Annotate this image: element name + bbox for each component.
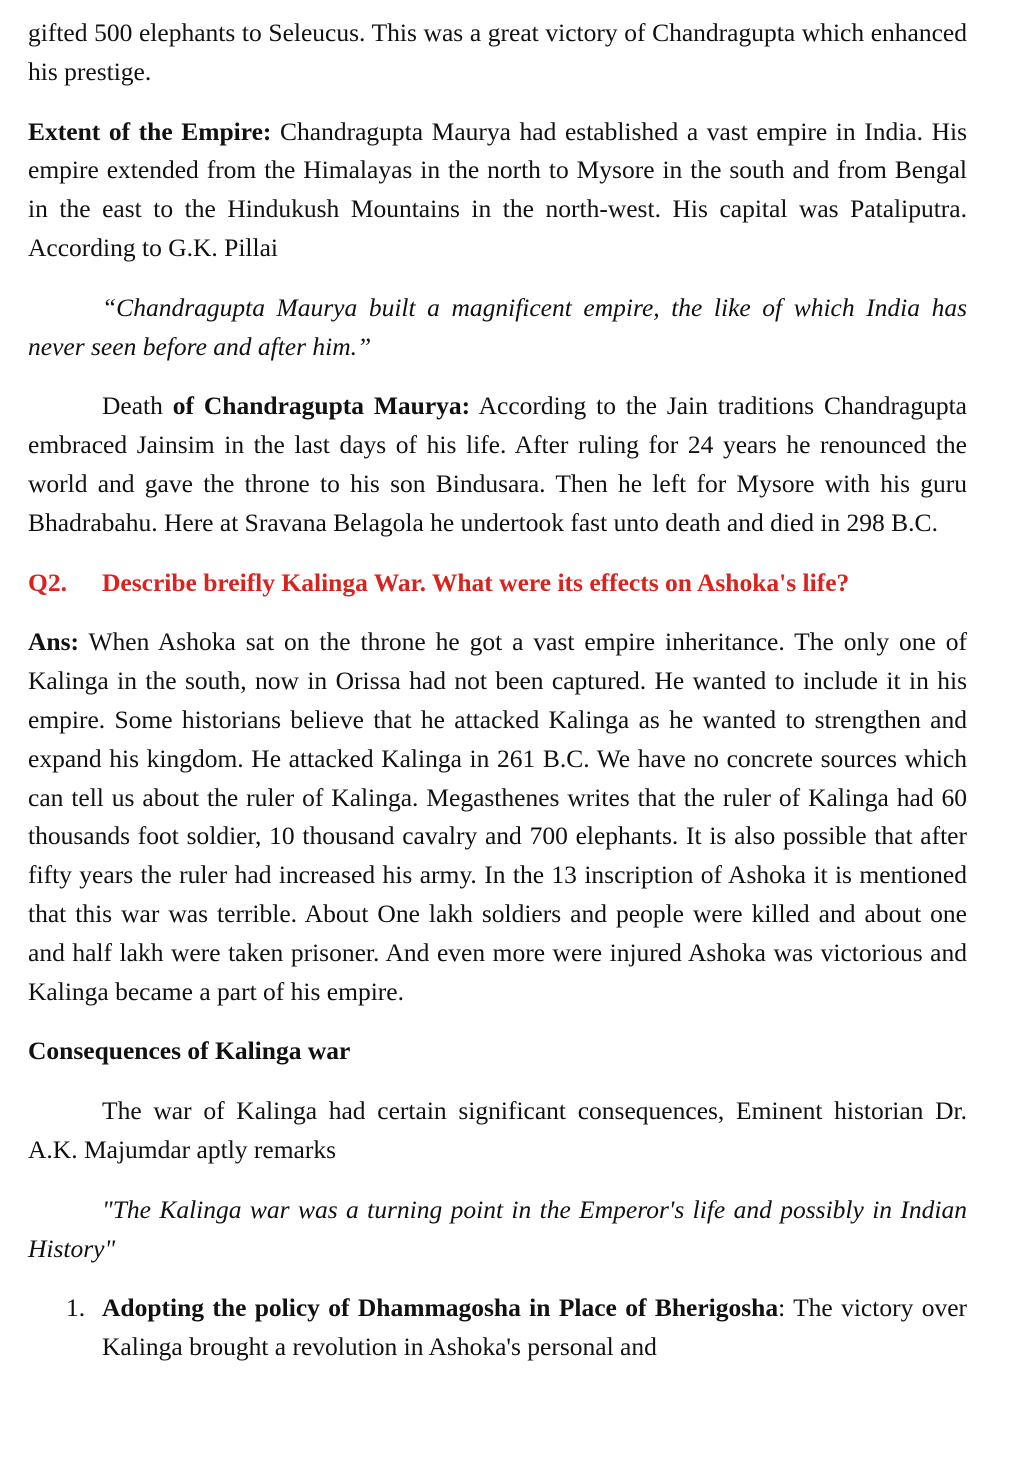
extent-heading: Extent of the Empire: <box>28 116 272 146</box>
consequences-intro: The war of Kalinga had certain significant consequences, Eminent historian Dr. A.K. Majumdar aptly remarks <box>28 1096 967 1164</box>
death-text: According to the Jain traditions Chandragupta embraced Jainsim in the last days of his life. After ruling for 24 years he renounced the world and gave the throne to his son Bindusara. Then he left for Mysore with his guru Bhadrabahu. Here at Sravana Belagola he undertook fast unto death and died in 298 B.C. <box>28 391 967 537</box>
paragraph-answer <box>28 623 967 1011</box>
consequences-heading: Consequences of Kalinga war <box>28 1036 351 1066</box>
paragraph-extent-of-empire <box>28 113 967 268</box>
question-number: Q2. <box>28 567 67 597</box>
answer-label: Ans: <box>28 627 80 657</box>
list-item-text: : The victory over Kalinga brought a revolution in Ashoka's personal and <box>102 1293 968 1362</box>
death-lead: Death <box>102 391 173 421</box>
list-item-number: 1. <box>66 1293 86 1323</box>
question-q2 <box>28 564 967 603</box>
document-page <box>28 14 967 1367</box>
answer-text: When Ashoka sat on the throne he got a vast empire inheritance. The only one of Kalinga in the south, now in Orissa had not been captured. He wanted to include it in his empire. Some historians believe that he attacked Kalinga as he wanted to strengthen and expand his kingdom. He attacked Kalinga in 261 B.C. We have no concrete sources which can tell us about the ruler of Kalinga. Megasthenes writes that the ruler of Kalinga had 60 thousands foot soldier, 10 thousand cavalry and 700 elephants. It is also possible that after fifty years the ruler had increased his army. In the 13 inscription of Ashoka it is mentioned that this war was terrible. About One lakh soldiers and people were killed and about one and half lakh were taken prisoner. And even more were injured Ashoka was victorious and Kalinga became a part of his empire. <box>28 627 967 1006</box>
quote-pillai: “Chandragupta Maurya built a magnificent empire, the like of which India has never seen before and after him.” <box>28 292 967 361</box>
paragraph-seleucus: gifted 500 elephants to Seleucus. This was a great victory of Chandragupta which enhanced his prestige. <box>28 18 967 86</box>
paragraph-death <box>28 387 967 542</box>
question-text: Describe breifly Kalinga War. What were its effects on Ashoka's life? <box>102 567 850 597</box>
quote-majumdar: "The Kalinga war was a turning point in the Emperor's life and possibly in Indian History" <box>28 1194 967 1263</box>
extent-text: Chandragupta Maurya had established a vast empire in India. His empire extended from the Himalayas in the north to Mysore in the south and from Bengal in the east to the Hindukush Mountains in the north-west. His capital was Pataliputra. According to G.K. Pillai <box>28 116 967 262</box>
list-item-heading: Adopting the policy of Dhammagosha in Place of Bherigosha <box>102 1293 779 1323</box>
list-item <box>28 1289 967 1367</box>
death-heading: of Chandragupta Maurya: <box>172 391 471 421</box>
